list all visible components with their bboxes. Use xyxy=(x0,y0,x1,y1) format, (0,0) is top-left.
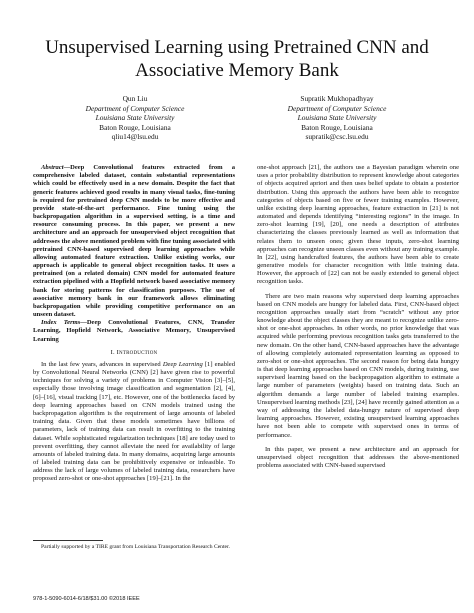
index-terms-body: —Deep Convolutional Features, CNN, Transfer Learning, Hopfield Network, Associative Memory, Unsupervised Learning xyxy=(33,319,235,343)
footer-copyright: 978-1-5090-6014-6/18/$31.00 ©2018 IEEE xyxy=(33,596,140,602)
title-line-1: Unsupervised Learning using Pretrained CNN and xyxy=(45,37,429,58)
right-paragraph-3: In this paper, we present a new architecture and an approach for unsupervised object recognition that addresses the above-mentioned problems associated with CNN-based supervised xyxy=(257,445,459,470)
footnote-rule xyxy=(33,540,103,541)
abstract xyxy=(33,164,235,319)
author-block-2 xyxy=(247,94,427,142)
footnote-text: Partially supported by a TIRE grant from Louisiana Transportation Research Center. xyxy=(41,544,230,550)
intro-emphasis: Deep Learning xyxy=(162,360,203,368)
intro-paragraph-1 xyxy=(33,361,235,484)
section-heading-introduction: I. Introduction xyxy=(110,348,158,356)
author-university: Louisiana State University xyxy=(95,113,175,123)
author-email[interactable]: qliu14@lsu.edu xyxy=(111,132,159,142)
paper-title xyxy=(20,36,454,82)
index-terms-lead: Index Terms xyxy=(41,319,81,327)
right-column xyxy=(257,164,459,470)
abstract-body: —Deep Convolutional features extracted from a comprehensive labeled dataset, contain substantial representations which could be effectively used in a new domain. Despite the fact that generic features achieved good results in many visual tasks, fine-tuning is required for pretrained deep CNN models to be more effective and provide state-of-the-art performance. Fine tuning using the backpropagation algorithm in a supervised setting, is a time and resource consuming process. In this paper, we present a new architecture and an approach for unsupervised object recognition that addresses the above mentioned problem with fine tuning associated with pretrained CNN-based supervised deep learning approaches while allowing automated feature extraction. Unlike existing works, our approach is applicable to general object recognition tasks. It uses a pretrained (on a related domain) CNN model for automated feature extraction pipelined with a Hopfield network based associative memory bank for storing patterns for classification purposes. The use of associative memory bank in our framework allows eliminating backpropagation while providing competitive performance on an unseen dataset. xyxy=(33,164,235,319)
intro-text: [1] enabled by Convolutional Neural Networks (CNN) [2] have given rise to powerful techniques for solving a variety of problems in Computer Vision [3]–[5], especially those involving image classification and segmentation [2], [4], [6]–[16], visual tracking [17], etc. However, one of the bottlenecks faced by deep learning approaches based on CNN models trained using the backpropagation algorithm is the requirement of large amounts of labeled training data. Given that these models sometimes have billions of parameters, lack of training data can result in overfitting to the training dataset. While sophisticated regularization techniques [18] are today used to prevent overfitting, they cannot alleviate the need for availability of large amounts of labeled training data. In many domains, acquiring large amounts of labeled training data can be prohibitively expensive or infeasible. To address the lack of large volumes of labeled training data, researchers have proposed zero-shot or one-shot approaches [19]–[21]. In the xyxy=(33,360,235,483)
index-terms xyxy=(33,319,235,344)
footnote xyxy=(33,540,235,551)
author-department: Department of Computer Science xyxy=(85,103,185,113)
author-name: Qun Liu xyxy=(122,94,148,103)
title-line-2: Associative Memory Bank xyxy=(135,60,339,81)
author-city: Baton Rouge, Louisiana xyxy=(99,122,171,132)
page-footer xyxy=(33,596,140,603)
author-email[interactable]: supratik@csc.lsu.edu xyxy=(305,132,369,142)
left-column xyxy=(33,164,235,484)
right-paragraph-1: one-shot approach [21], the authors use a Bayesian paradigm wherein one uses a prior probability distribution to represent knowledge about categories of objects acquired apriori and then uses belief update to obtain a posterior distribution. Using this approach the authors have been able to recognize categories of objects based on five or fewer training examples. However, unlike existing deep learning approaches, feature extraction in [21] is not automated and depends identifying “interesting regions” in the image. In zero-shot learning [19], [20], one needs a description of attributes characterizing the classes previously learned as well as information that relates them to unseen ones; given these inputs, zero-shot learning approaches can recognize unseen classes even without any training example. In [22], using handcrafted features, the authors have been able to create generative models for character recognition with little training data. However, the approach of [22] can not be easily extended to general object recognition tasks. xyxy=(257,164,459,286)
author-city: Baton Rouge, Louisiana xyxy=(301,122,373,132)
author-university: Louisiana State University xyxy=(297,113,377,123)
author-block-1 xyxy=(45,94,225,142)
intro-text: In the last few years, advances in supervised xyxy=(41,360,163,368)
right-paragraph-2: There are two main reasons why supervised deep learning approaches based on CNN models are hungry for labeled data. First, CNN-based object recognition approaches usually start from “scratch” without any prior knowledge about the object classes they are meant to recognize unlike zero-shot or one-shot approaches. In other words, no prior knowledge that was acquired while performing previous recognition tasks gets transferred to the new domain. On the other hand, CNN-based approaches have the advantage of allowing completely automated representation learning as opposed to zero-shot or one-shot approaches. The second reason for being data hungry is that deep learning approaches based on CNN models, during training, use supervised learning based on the backpropagation algorithm to estimate a large number of parameters (weights) based on training data. Such an algorithm demands a large number of labeled training examples. Unsupervised learning methods [23], [24] have recently gained attention as a way of addressing the labeled data-hungry nature of supervised deep learning approaches. However, existing unsupervised learning approaches have not been able to compete with supervised ones in terms of performance. xyxy=(257,292,459,439)
author-department: Department of Computer Science xyxy=(287,103,387,113)
author-name: Supratik Mukhopadhyay xyxy=(300,94,374,103)
abstract-lead: Abstract xyxy=(41,164,64,171)
